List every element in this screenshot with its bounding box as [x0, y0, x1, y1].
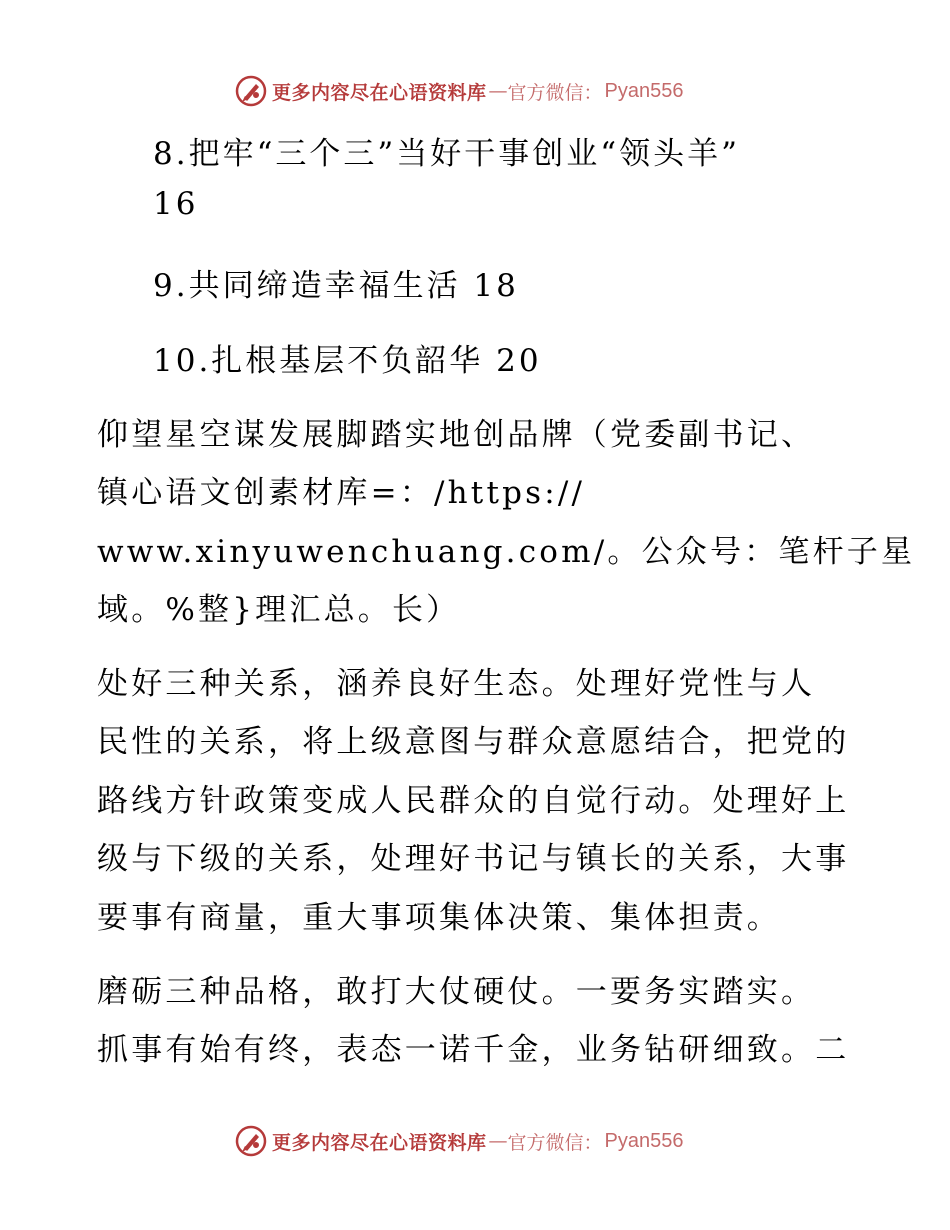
toc-item-8: 8.把牢“三个三”当好干事创业“领头羊”: [153, 136, 740, 172]
wechat-label: 官方微信：: [507, 1131, 603, 1154]
paragraph-1-line-3: www.xinyuwenchuang.com/。公众号：笔杆子星: [97, 534, 916, 570]
paragraph-2-line-3: 路线方针政策变成人民群众的自觉行动。处理好上: [97, 783, 850, 819]
paragraph-1-line-2: 镇心语文创素材库=：/https://: [97, 475, 586, 511]
brand-name: 更多内容尽在心语资料库: [272, 1131, 487, 1154]
footer-banner-inner: [234, 1124, 684, 1158]
paragraph-1-line-1: 仰望星空谋发展脚踏实地创品牌（党委副书记、: [97, 417, 816, 453]
paragraph-1-line-4: 域。%整}理汇总。长）: [97, 592, 461, 628]
pen-nib-logo-icon: [234, 74, 268, 108]
paragraph-3-line-2: 抓事有始有终，表态一诺千金，业务钻研细致。二: [97, 1032, 850, 1068]
toc-item-9: 9.共同缔造幸福生活 18: [153, 268, 519, 304]
wechat-label: 官方微信：: [507, 81, 603, 104]
paragraph-3-line-1: 磨砺三种品格，敢打大仗硬仗。一要务实踏实。: [97, 974, 816, 1010]
header-banner-inner: [234, 74, 684, 108]
toc-item-8-page: 16: [153, 186, 199, 222]
toc-item-10: 10.扎根基层不负韶华 20: [153, 343, 542, 379]
paragraph-2-line-4: 级与下级的关系，处理好书记与镇长的关系，大事: [97, 841, 850, 877]
paragraph-2-line-1: 处好三种关系，涵养良好生态。处理好党性与人: [97, 666, 816, 702]
wechat-id: Pyan556: [604, 79, 684, 102]
pen-nib-logo-icon: [234, 1124, 268, 1158]
banner-separator: —: [488, 80, 508, 102]
footer-banner: [0, 1120, 950, 1160]
paragraph-2-line-2: 民性的关系，将上级意图与群众意愿结合，把党的: [97, 724, 850, 760]
header-banner: [0, 70, 950, 110]
banner-separator: —: [488, 1130, 508, 1152]
brand-name: 更多内容尽在心语资料库: [272, 81, 487, 104]
paragraph-2-line-5: 要事有商量，重大事项集体决策、集体担责。: [97, 900, 781, 936]
wechat-id: Pyan556: [604, 1129, 684, 1152]
